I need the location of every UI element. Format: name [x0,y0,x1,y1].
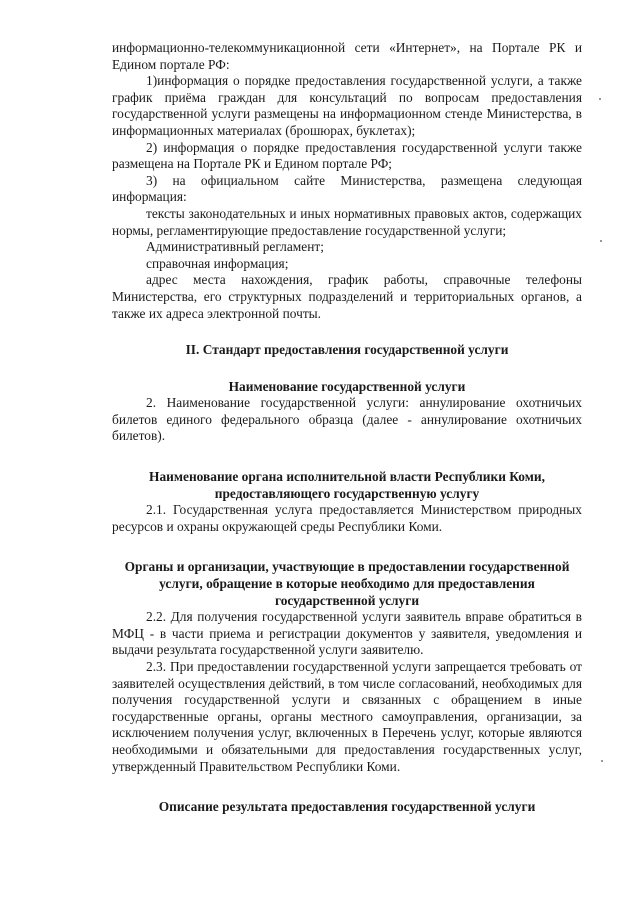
paragraph-info-stand: 1)информация о порядке предоставления государственной услуги, а также график приёма граждан для консультаций по вопросам предоставления государственной услуги размещены на информационном стенде Министерства, в информационных материалах (брошюрах, буклетах); [112,73,582,138]
section-title-standard: II. Стандарт предоставления государственной услуги [185,342,509,358]
scan-speck [601,760,603,762]
paragraph-official-site: 3) на официальном сайте Министерства, размещена следующая информация: [112,172,582,205]
paragraph-executive-body: 2.1. Государственная услуга предоставляется Министерством природных ресурсов и охраны окружающей среды Республики Коми. [112,502,582,534]
heading-participating-bodies: Органы и организации, участвующие в предоставлении государственной услуги, обращение в которые необходимо для предоставления государственной услуги [124,559,570,608]
paragraph-2-3: 2.3. При предоставлении государственной услуги запрещается требовать от заявителей осуществления действий, в том числе согласований, необходимых для получения государственной услуги и связанных с обращением в иные государственные органы, органы местного самоуправления, организации, за исключением получения услуг, включенных в Перечень услуг, которые являются необходимыми и обязательными для предоставления государственных услуг, утвержденный Правительством Республики Коми. [112,659,582,774]
paragraph-address-contacts: адрес места нахождения, график работы, справочные телефоны Министерства, его структурных подразделений и территориальных органов, а также их адреса электронной почты. [112,272,582,321]
heading-service-name: Наименование государственной услуги [228,378,466,394]
paragraph-legal-texts: тексты законодательных и иных нормативных правовых актов, содержащих нормы, регламентирующие предоставление государственной услуги; [112,205,582,238]
paragraph-portal-info: 2) информация о порядке предоставления государственной услуги также размещена на Портале РК и Едином портале РФ; [112,139,582,172]
scan-speck [599,98,601,100]
heading-executive-body: Наименование органа исполнительной власти Республики Коми, предоставляющего государственную услугу [149,469,545,501]
paragraph-admin-regulation: Административный регламент; [146,239,324,255]
heading-service-result: Описание результата предоставления государственной услуги [158,799,536,815]
paragraph-2-2: 2.2. Для получения государственной услуги заявитель вправе обратиться в МФЦ - в части приема и регистрации документов у заявителя, уведомления и выдачи результата государственной услуги заявителю. [112,609,582,658]
paragraph-internet-portals: информационно-телекоммуникационной сети «Интернет», на Портале РК и Едином портале РФ: [112,40,582,72]
scan-speck [600,240,602,242]
paragraph-service-name: 2. Наименование государственной услуги: аннулирование охотничьих билетов единого федерального образца (далее - аннулирование охотничьих билетов). [112,395,582,444]
paragraph-reference-info: справочная информация; [146,255,289,271]
